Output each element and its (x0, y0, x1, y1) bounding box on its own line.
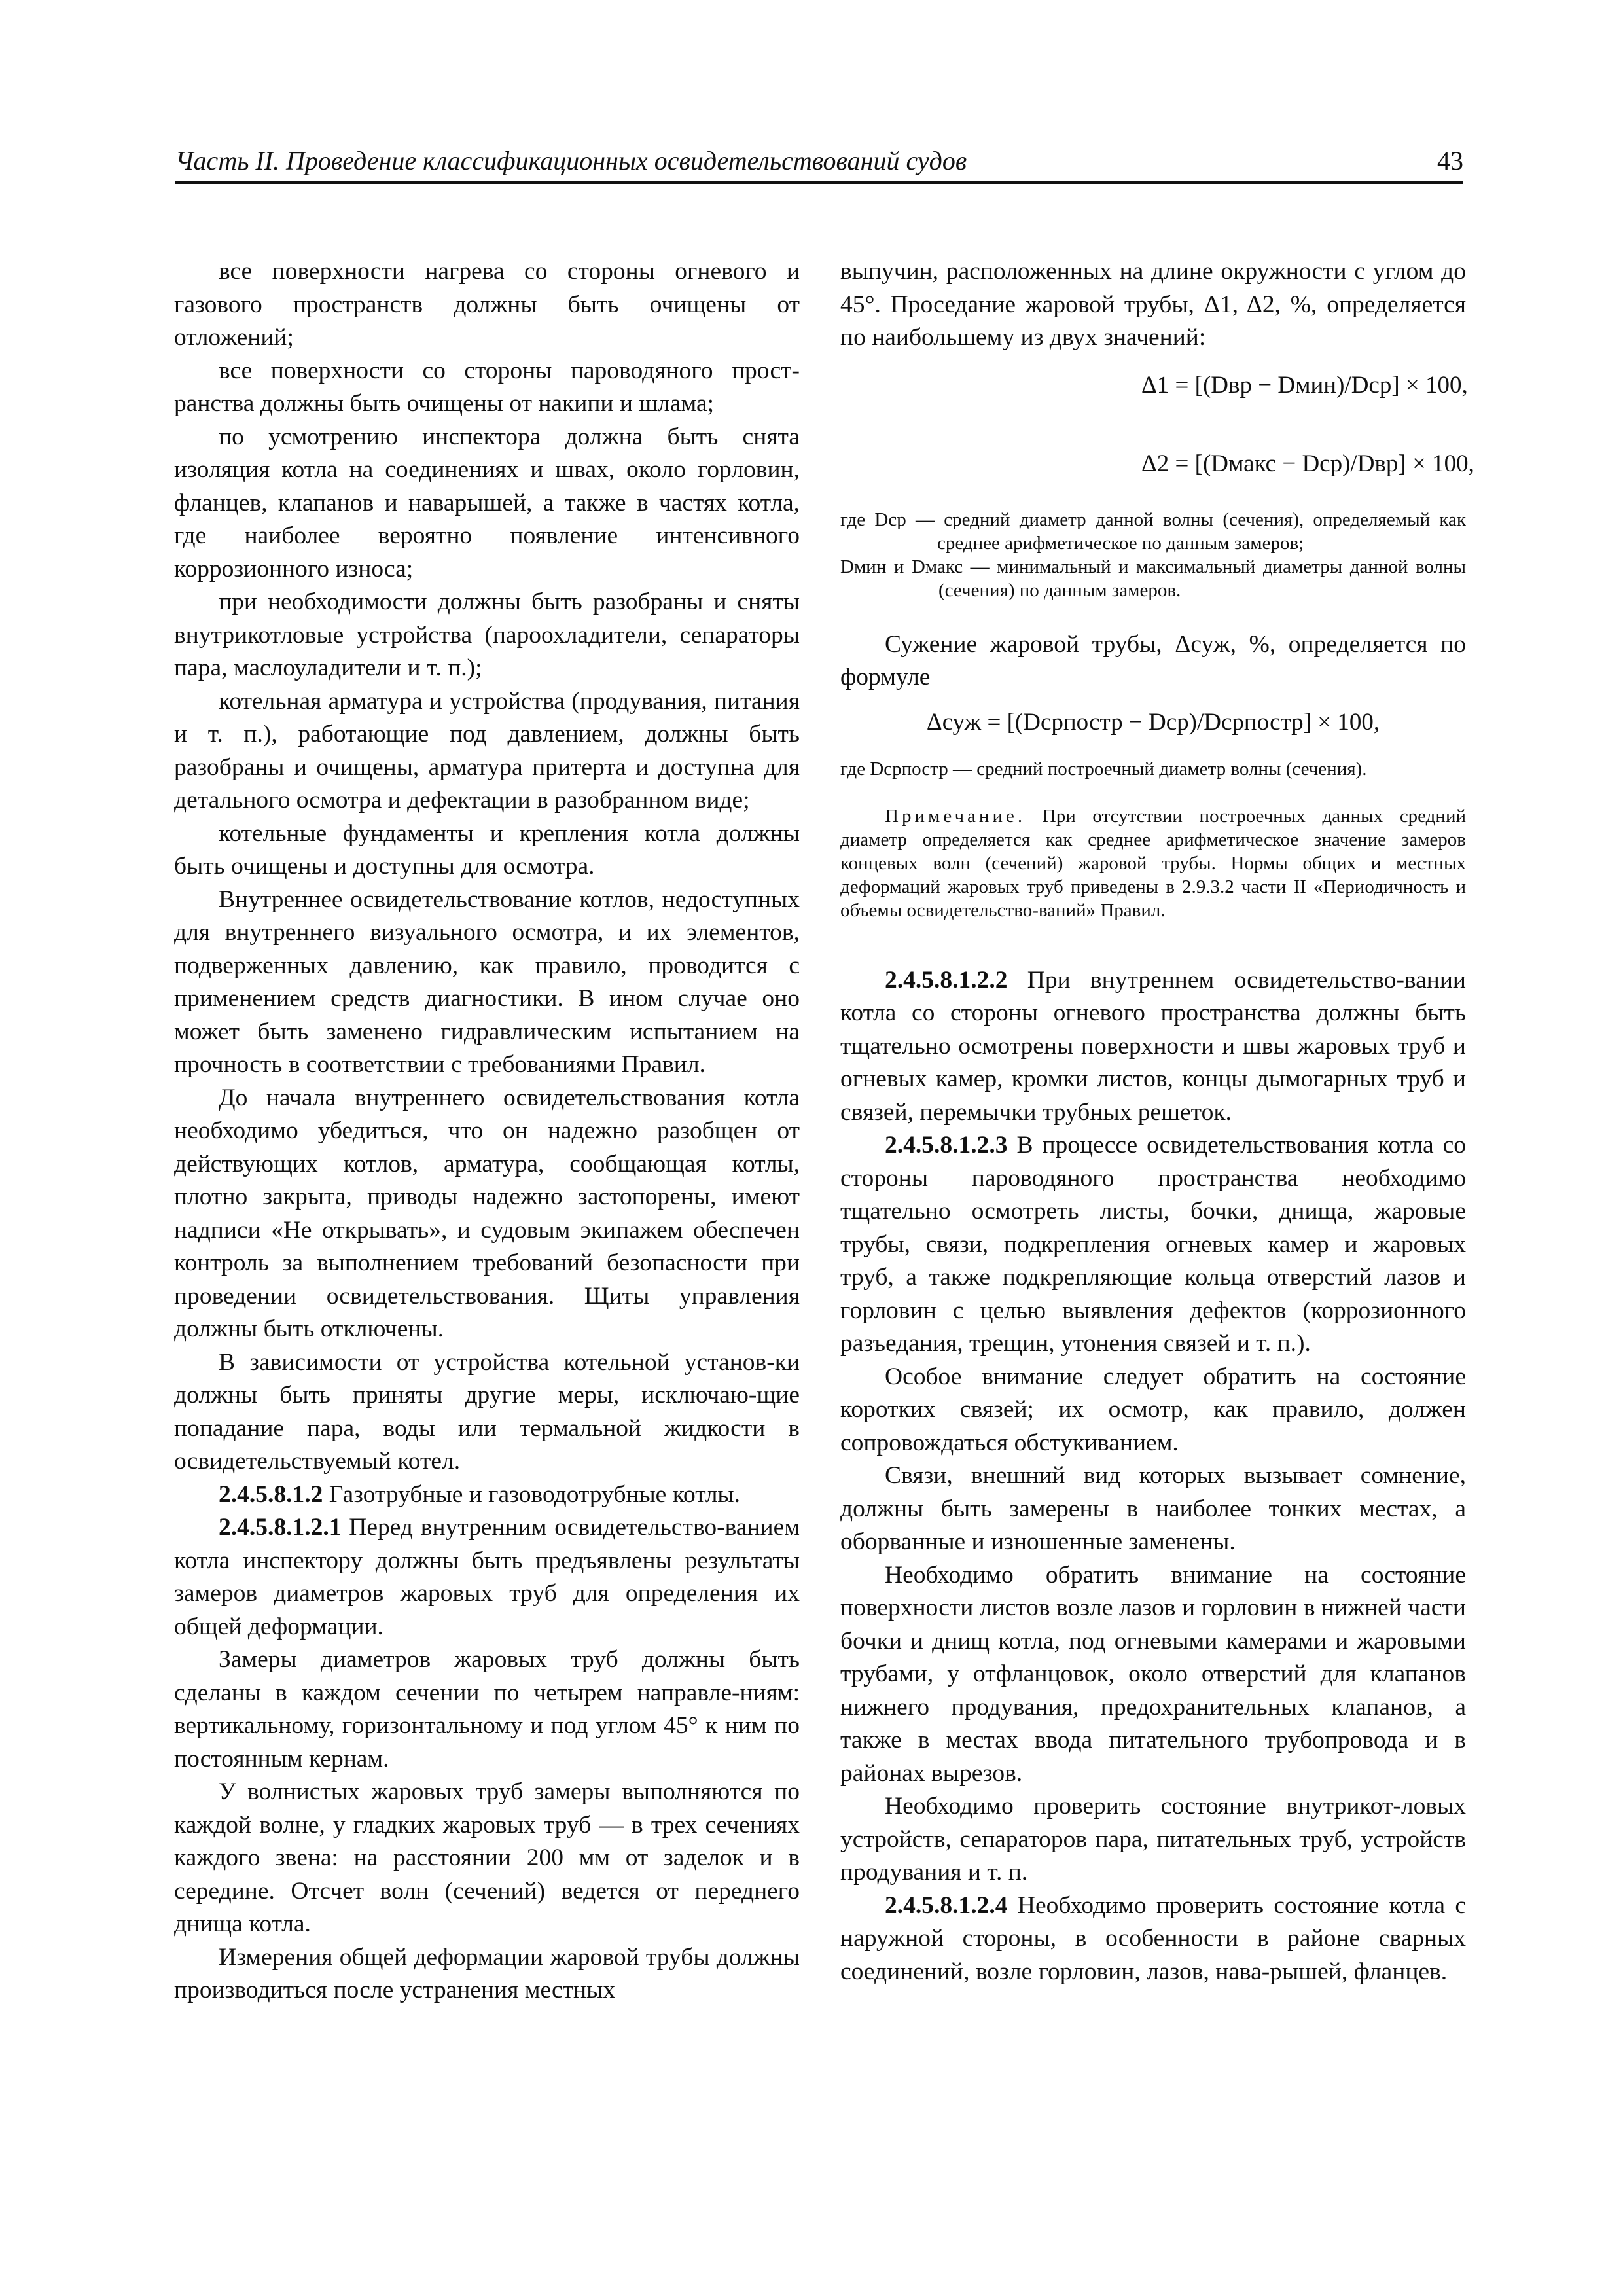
formula-delta1: Δ1 = [(Dвр − Dмин)/Dср] × 100, (1141, 371, 1468, 399)
note-text: При отсутствии построечных данных средний диаметр определяется как среднее арифметическое значение замеров концевых волн (сечений) жаровой трубы. Нормы общих и местных деформаций жаровых труб приведены в 2.9.3.2 части II «Периодичность и объемы освидетельство-ваний» Правил. (840, 805, 1466, 921)
formula-narrowing: Δсуж = [(Dсрпостр − Dср)/Dсрпостр] × 100, (926, 708, 1380, 736)
section-paragraph (174, 1479, 800, 1512)
section-text: Необходимо проверить состояние котла с наружной стороны, в особенности в районе сварных соединений, возле горловин, лазов, нава-рышей, фланцев. (840, 1892, 1466, 1985)
section-number: 2.4.5.8.1.2.4 (885, 1892, 1008, 1919)
paragraph: У волнистых жаровых труб замеры выполняются по каждой волне, у гладких жаровых труб — в трех сечениях каждого звена: на расстоянии 200 мм от заделок и в середине. Отсчет волн (сечений) ведется от переднего днища котла. (174, 1778, 800, 1937)
left-column (174, 255, 800, 2007)
paragraph: котельная арматура и устройства (продувания, питания и т. п.), работающие под давлением, должны быть разобраны и очищены, арматура притерта и доступна для детального осмотра и дефектации в разобранном виде; (174, 687, 800, 814)
paragraph: котельные фундаменты и крепления котла должны быть очищены и доступны для осмотра. (174, 819, 800, 880)
paragraph: Необходимо проверить состояние внутрикот-ловых устройств, сепараторов пара, питательных труб, устройств продувания и т. п. (840, 1793, 1466, 1886)
section-paragraph (174, 1511, 800, 1643)
paragraph: все поверхности нагрева со стороны огневого и газового пространств должны быть очищены от отложений; (174, 258, 800, 351)
paragraph: при необходимости должны быть разобраны и сняты внутрикотловые устройства (пароохладители, сепараторы пара, маслоуладители и т. п.); (174, 588, 800, 681)
page-number: 43 (1437, 146, 1463, 175)
section-paragraph (840, 964, 1466, 1130)
note (840, 804, 1466, 922)
formula-legend (840, 508, 1466, 602)
paragraph: Измерения общей деформации жаровой трубы должны производиться после устранения местных (174, 1943, 800, 2003)
paragraph: До начала внутреннего освидетельствования котла необходимо убедиться, что он надежно разобщен от действующих котлов, арматура, сообщающая котлы, плотно закрыта, приводы надежно застопорены, имеют надписи «Не открывать», и судовым экипажем обеспечен контроль за выполнением требований безопасности при проведении освидетельствования. Щиты управления должны быть отключены. (174, 1084, 800, 1342)
right-column (840, 255, 1474, 1988)
paragraph: Связи, внешний вид которых вызывает сомнение, должны быть замерены в наиболее тонких местах, а оборванные и изношенные заменены. (840, 1462, 1466, 1555)
section-number: 2.4.5.8.1.2.1 (219, 1514, 342, 1541)
legend-item: Dмин и Dмакс — минимальный и максимальный диаметры данной волны (сечения) по данным замеров. (840, 556, 1466, 601)
section-text: При внутреннем освидетельство-вании котла со стороны огневого пространства должны быть тщательно осмотрены поверхности и швы жаровых труб и огневых камер, кромки листов, концы дымогарных труб и связей, перемычки трубных решеток. (840, 966, 1466, 1126)
note-heading: Примечание. (885, 805, 1026, 827)
section-paragraph (840, 1890, 1466, 1989)
paragraph: все поверхности со стороны пароводяного прост-ранства должны быть очищены от накипи и шлама; (174, 357, 800, 417)
paragraph: выпучин, расположенных на длине окружности с углом до 45°. Проседание жаровой трубы, Δ1, Δ2, %, определяется по наибольшему из двух значений: (840, 258, 1466, 351)
section-number: 2.4.5.8.1.2 (219, 1480, 323, 1508)
formula-legend (840, 757, 1466, 781)
formula-delta2: Δ2 = [(Dмакс − Dср)/Dвр] × 100, (1141, 450, 1474, 477)
paragraph: по усмотрению инспектора должна быть снята изоляция котла на соединениях и швах, около горловин, фланцев, клапанов и наварышей, а также в частях котла, где наиболее вероятно появление интенсивного коррозионного износа; (174, 423, 800, 583)
running-header (175, 143, 1463, 184)
section-paragraph (840, 1129, 1466, 1361)
running-title: Часть II. Проведение классификационных освидетельствований судов (175, 146, 967, 175)
paragraph: В зависимости от устройства котельной установ-ки должны быть приняты другие меры, исключаю-щие попадание пара, воды или термальной жидкости в освидетельствуемый котел. (174, 1348, 800, 1475)
paragraph: Необходимо обратить внимание на состояние поверхности листов возле лазов и горловин в нижней части бочки и днищ котла, под огневыми камерами и жаровыми трубами, у отфланцовок, около отверстий для клапанов нижнего продувания, предохранительных клапанов, а также в местах ввода питательного трубопровода и в районах вырезов. (840, 1561, 1466, 1787)
section-number: 2.4.5.8.1.2.2 (885, 966, 1008, 994)
legend-item: где Dср — средний диаметр данной волны (сечения), определяемый как среднее арифметическое по данным замеров; (840, 509, 1466, 554)
paragraph: Внутреннее освидетельствование котлов, недоступных для внутреннего визуального осмотра, и их элементов, подверженных давлению, как правило, проводится с применением средств диагностики. В ином случае оно может быть заменено гидравлическим испытанием на прочность в соответствии с требованиями Правил. (174, 886, 800, 1078)
paragraph: Сужение жаровой трубы, Δсуж, %, определяется по формуле (840, 630, 1466, 691)
section-text: Перед внутренним освидетельство-ванием котла инспектору должны быть предъявлены результаты замеров диаметров жаровых труб для определения их общей деформации. (174, 1514, 800, 1640)
section-text: В процессе освидетельствования котла со стороны пароводяного пространства необходимо тщательно осмотреть листы, бочки, днища, жаровые трубы, связи, подкрепления огневых камер и жаровых труб, а также подкрепляющие кольца отверстий лазов и горловин с целью выявления дефектов (коррозионного разъедания, трещин, утонения связей и т. п.). (840, 1132, 1466, 1357)
formula-block (880, 369, 1474, 480)
section-title: Газотрубные и газоводотрубные котлы. (323, 1480, 741, 1508)
paragraph: Особое внимание следует обратить на состояние коротких связей; их осмотр, как правило, должен сопровождаться обстукиванием. (840, 1363, 1466, 1456)
paragraph: Замеры диаметров жаровых труб должны быть сделаны в каждом сечении по четырем направле-ниям: вертикальному, горизонтальному и под углом 45° к ним по постоянным кернам. (174, 1646, 800, 1772)
legend-item: где Dсрпостр — средний построечный диаметр волны (сечения). (840, 758, 1367, 780)
section-number: 2.4.5.8.1.2.3 (885, 1132, 1008, 1158)
